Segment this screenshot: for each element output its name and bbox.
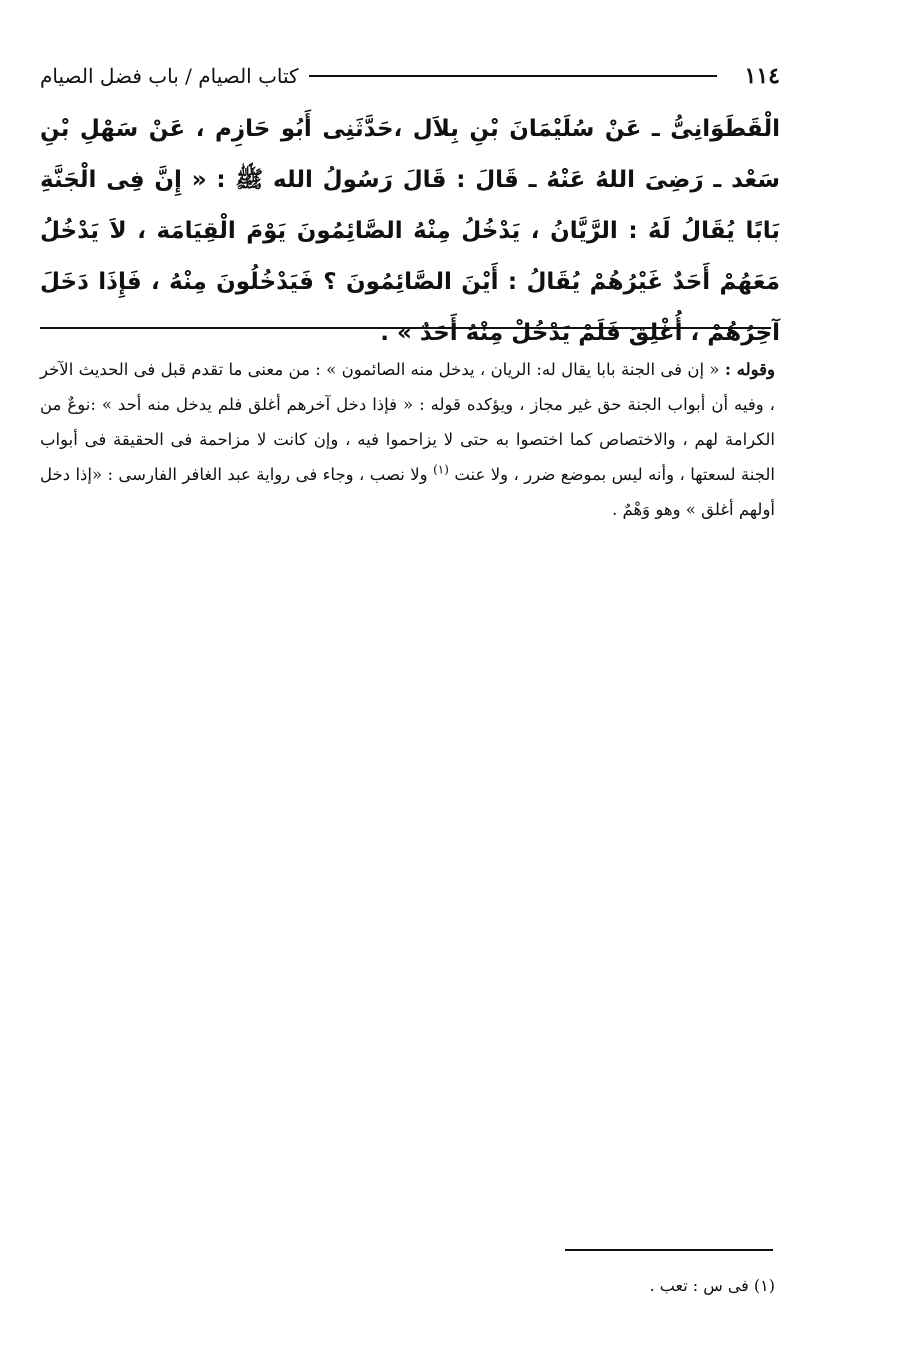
- running-title: كتاب الصيام / باب فضل الصيام: [40, 64, 299, 88]
- hadith-text: الْقَطَوَانِىُّ ـ عَنْ سُلَيْمَانَ بْنِ بِلاَل ،حَدَّثَنِى أَبُو حَازِم ، عَنْ سَهْلِ بْنِ سَعْد ـ رَضِىَ اللهُ عَنْهُ ـ قَالَ : قَالَ رَسُولُ الله ﷺ : « إِنَّ فِى الْجَنَّةِ بَابًا يُقَالُ لَهُ : الرَّيَّانُ ، يَدْخُلُ مِنْهُ الصَّائِمُونَ يَوْمَ الْقِيَامَة ، لاَ يَدْخُلُ مَعَهُمْ أَحَدٌ غَيْرُهُمْ يُقَالُ : أَيْنَ الصَّائِمُونَ ؟ فَيَدْخُلُونَ مِنْهُ ، فَإِذَا دَخَلَ آخِرُهُمْ ، أُغْلِقَ فَلَمْ يَدْخُلْ مِنْهُ أَحَدٌ » .: [40, 116, 780, 346]
- commentary-text-part-2: ولا نصب ، وجاء فى رواية عبد الغافر الفارسى : «إذا دخل أولهم أغلق » وهو وَهْمٌ .: [40, 465, 775, 519]
- footnote-reference: (١): [433, 462, 449, 477]
- section-divider: [40, 327, 771, 329]
- page-header: [40, 58, 780, 94]
- page-number: ١١٤: [744, 63, 780, 89]
- footnote-divider: [565, 1249, 773, 1251]
- header-rule: [309, 75, 717, 77]
- commentary-paragraph: [40, 352, 775, 527]
- commentary-text-part-1: « إن فى الجنة بابا يقال له: الريان ، يدخل منه الصائمون » : من معنى ما تقدم قبل فى الحديث الآخر ، وفيه أن أبواب الجنة حق غير مجاز ، ويؤكده قوله : « فإذا دخل آخرهم أغلق فلم يدخل منه أحد » :نوعٌ من الكرامة لهم ، والاختصاص كما اختصوا به حتى لا يزاحموا فيه ، وإن كانت لا مزاحمة فى الحقيقة فى أبواب الجنة لسعتها ، وأنه ليس بموضع ضرر ، ولا عنت: [40, 360, 776, 484]
- commentary-lead: وقوله :: [724, 360, 776, 379]
- footnote-text: (١) فى س : تعب .: [649, 1276, 775, 1295]
